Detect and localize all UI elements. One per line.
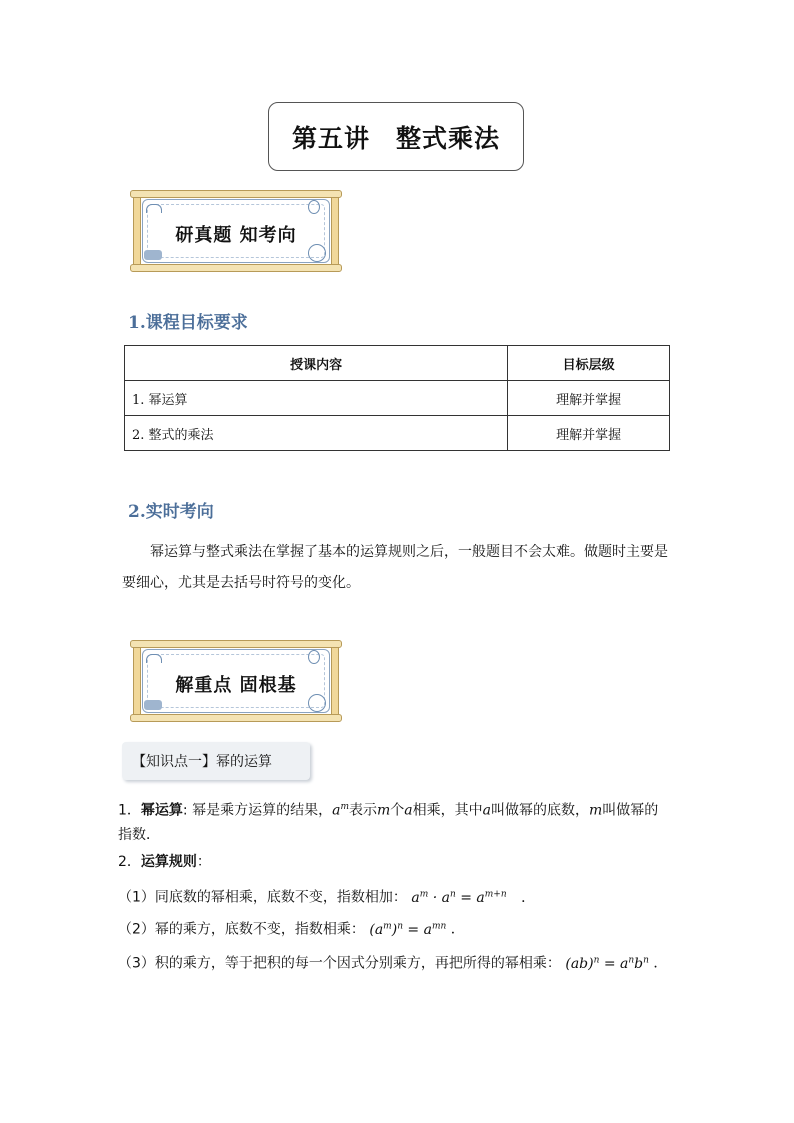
section-heading-1: 1.课程目标要求	[128, 313, 248, 333]
table-cell: 1. 幂运算	[125, 381, 508, 416]
formula: $(a^m)^n = a^{mn}$	[369, 921, 447, 938]
rule-line-1: （1）同底数的幂相乘，底数不变，指数相加： $a^m \cdot a^n = a^{m+n}$ ．	[118, 889, 536, 906]
definition-paragraph: 1．幂运算: 幂是乘方运算的结果，$a^m$表示m个a相乘，其中a叫做幂的底数，m叫做幂的 指数．	[118, 802, 659, 843]
banner-text: 研真题 知考向	[175, 225, 297, 246]
header-cell: 目标层级	[508, 346, 670, 381]
table-cell: 理解并掌握	[508, 381, 670, 416]
balloon-decoration-icon	[308, 650, 320, 664]
balloon-decoration-icon	[308, 200, 320, 214]
books-decoration-icon	[144, 700, 162, 710]
section-banner-1	[130, 190, 342, 272]
bird-decoration-icon	[146, 204, 162, 213]
course-goals-table	[124, 345, 670, 451]
rule-line-3: （3）积的乘方，等于把积的每一个因式分别乘方，再把所得的幂相乘： $(ab)^n = a^nb^n$ ．	[118, 955, 668, 972]
table-row	[125, 381, 670, 416]
formula: $a^m \cdot a^n = a^{m+n}$	[411, 889, 507, 906]
knowledge-point-tag: 【知识点一】幂的运算	[122, 742, 310, 780]
page-title	[268, 102, 524, 171]
rules-heading: 2．运算规则：	[118, 854, 211, 870]
books-decoration-icon	[144, 250, 162, 260]
table-cell: 2. 整式的乘法	[125, 416, 508, 451]
formula: $(ab)^n = a^nb^n$	[565, 955, 649, 972]
banner-text: 解重点 固根基	[175, 675, 297, 696]
rule-line-2: （2）幂的乘方，底数不变，指数相乘： $(a^m)^n = a^{mn}$ ．	[118, 921, 465, 938]
table-header-row	[125, 346, 670, 381]
table-cell: 理解并掌握	[508, 416, 670, 451]
section-heading-2: 2.实时考向	[128, 502, 214, 522]
title-part1: 第五讲	[291, 123, 370, 153]
section-banner-2	[130, 640, 342, 722]
table-row	[125, 416, 670, 451]
bird-decoration-icon	[146, 654, 162, 663]
title-part2: 整式乘法	[396, 123, 501, 153]
header-cell: 授课内容	[125, 346, 508, 381]
exam-trend-paragraph: 幂运算与整式乘法在掌握了基本的运算规则之后，一般题目不会太难。做题时主要是要细心，尤其是去括号时符号的变化。	[122, 544, 668, 591]
